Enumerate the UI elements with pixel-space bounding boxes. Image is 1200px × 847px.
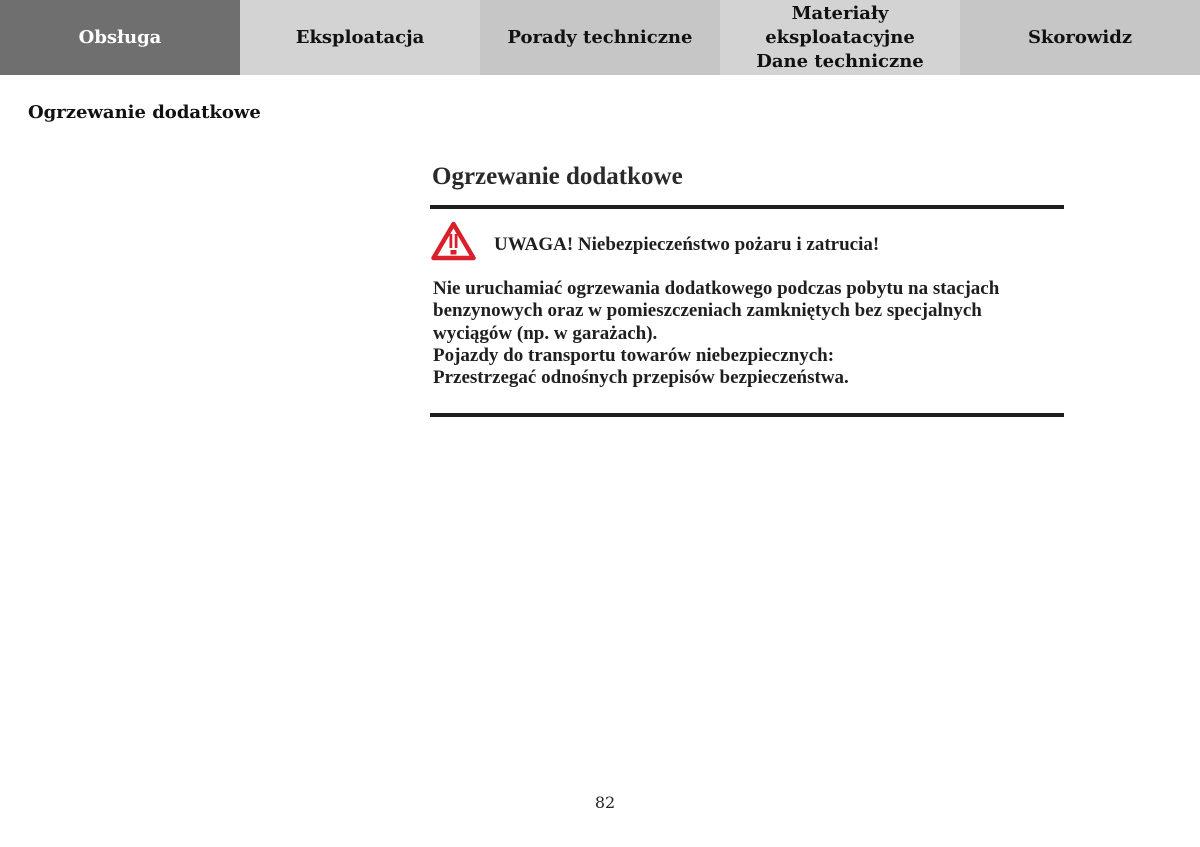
page-title: Ogrzewanie dodatkowe xyxy=(28,102,261,123)
tab-skorowidz[interactable] xyxy=(960,0,1200,75)
scanned-excerpt xyxy=(430,160,1066,422)
bottom-divider xyxy=(430,413,1064,417)
tab-label: Skorowidz xyxy=(1027,26,1133,48)
tab-materialy-dane-techniczne[interactable] xyxy=(720,0,960,75)
tab-porady-techniczne[interactable] xyxy=(480,0,720,75)
chapter-tabs xyxy=(0,0,1200,75)
warning-text xyxy=(433,278,1058,389)
tab-eksploatacja[interactable] xyxy=(240,0,480,75)
warning-text-line: Nie uruchamiać ogrzewania dodatkowego podczas pobytu na stacjach xyxy=(433,278,1000,299)
page-number: 82 xyxy=(594,793,616,812)
warning-text-line: Pojazdy do transportu towarów niebezpiecznych: xyxy=(433,344,835,366)
tab-label-line1: Materiały eksploatacyjne xyxy=(765,2,915,48)
warning-text-line: benzynowych oraz w pomieszczeniach zamkniętych bez specjalnych xyxy=(433,300,982,322)
top-divider xyxy=(430,205,1064,209)
tab-label: Porady techniczne xyxy=(507,26,693,48)
tab-label-line2: Dane techniczne xyxy=(756,50,924,72)
warning-text-line: Przestrzegać odnośnych przepisów bezpieczeństwa. xyxy=(433,367,849,389)
warning-triangle-icon xyxy=(431,221,476,261)
excerpt-heading: Ogrzewanie dodatkowe xyxy=(432,163,683,190)
tab-label: Eksploatacja xyxy=(295,26,425,48)
tab-label: Obsługa xyxy=(78,26,162,48)
warning-heading: UWAGA! Niebezpieczeństwo pożaru i zatrucia! xyxy=(494,234,880,255)
warning-text-line: wyciągów (np. w garażach). xyxy=(433,322,658,344)
tab-obsluga[interactable] xyxy=(0,0,240,75)
tab-label-group xyxy=(720,2,960,74)
